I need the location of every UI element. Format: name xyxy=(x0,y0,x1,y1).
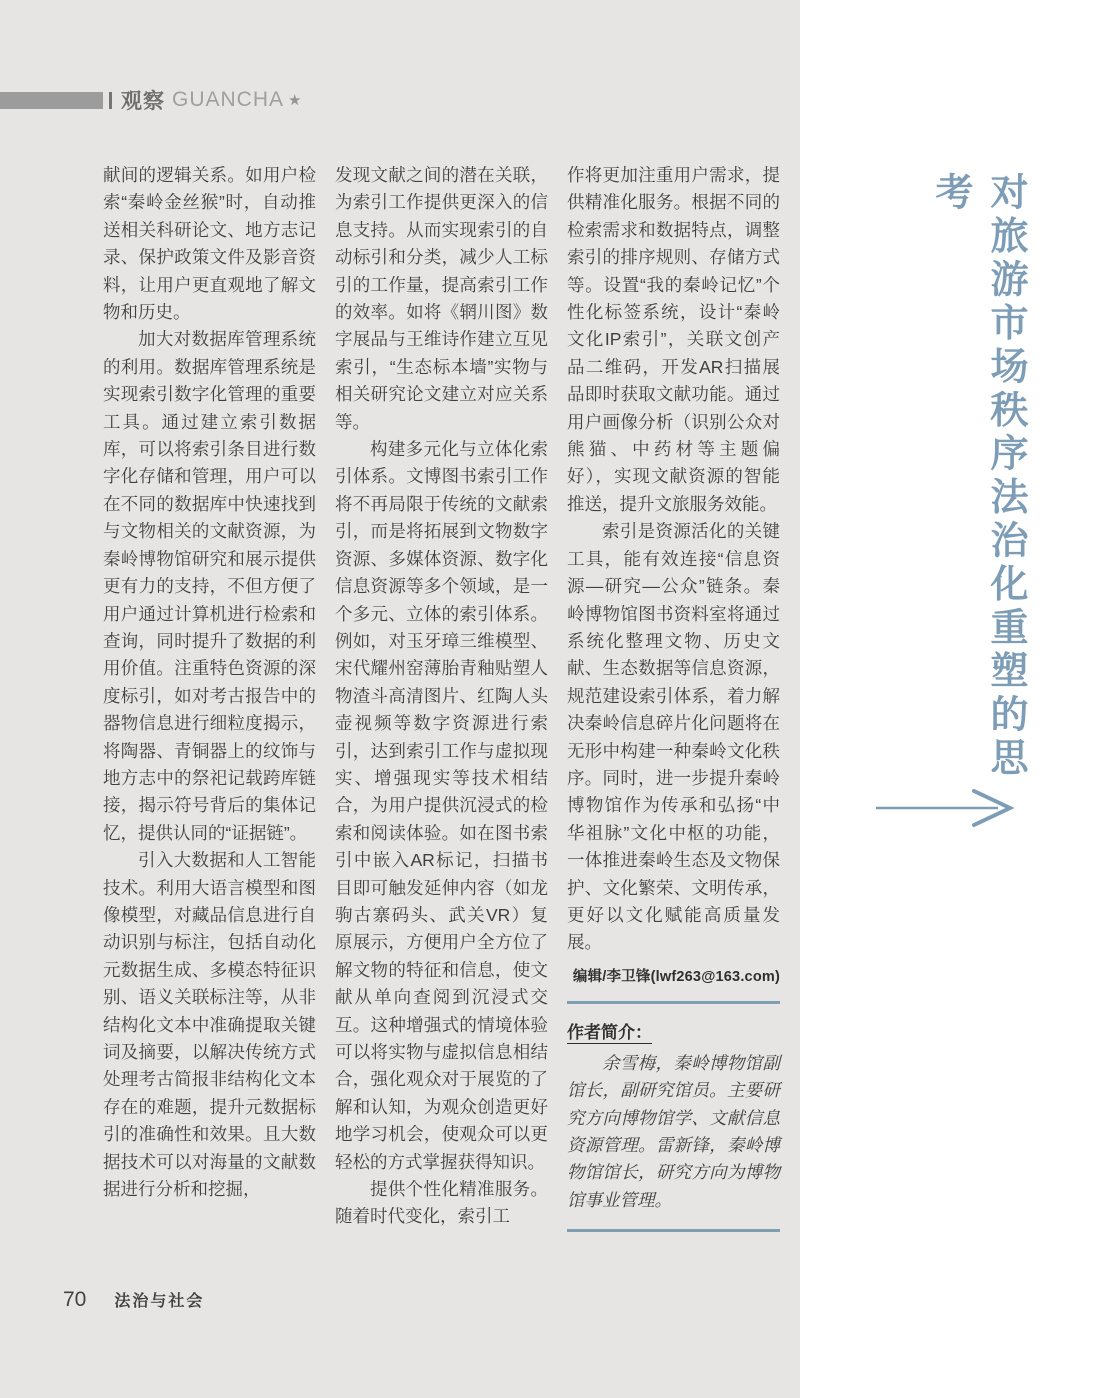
header-bar xyxy=(0,92,103,109)
article-columns xyxy=(103,162,781,1232)
paragraph: 作将更加注重用户需求，提供精准化服务。根据不同的检索需求和数据特点，调整索引的排序规则、存储方式等。设置“我的秦岭记忆”个性化标签系统，设计“秦岭文化IP索引”，关联文创产品二维码，开发AR扫描展品即时获取文献功能。通过用户画像分析（识别公众对熊猫、中药材等主题偏好），实现文献资源的智能推送，提升文旅服务效能。 xyxy=(567,165,780,514)
paragraph: 构建多元化与立体化索引体系。文博图书索引工作将不再局限于传统的文献索引，而是将拓展到文物数字资源、多媒体资源、数字化信息资源等多个领域，是一个多元、立体的索引体系。例如，对玉牙璋三维模型、宋代耀州窑薄胎青釉贴塑人物渣斗高清图片、红陶人头壶视频等数字资源进行索引，达到索引工作与虚拟现实、增强现实等技术相结合，为用户提供沉浸式的检索和阅读体验。如在图书索引中嵌入AR标记，扫描书目即可触发延伸内容（如龙驹古寨码头、武关VR）复原展示，方便用户全方位了解文物的特征和信息，使文献从单向查阅到沉浸式交互。这种增强式的情境体验可以将实物与虚拟信息相结合，强化观众对于展览的了解和认知，为观众创造更好地学习机会，使观众可以更轻松的方式掌握获得知识。 xyxy=(335,439,548,1172)
paragraph: 提供个性化精准服务。随着时代变化，索引工 xyxy=(335,1179,548,1227)
editor-credit: 编辑/李卫锋(lwf263@163.com) xyxy=(572,968,780,985)
column-3 xyxy=(567,162,780,1232)
header-tick xyxy=(109,92,112,109)
section-title-cn: 观察 xyxy=(121,90,165,113)
paragraph: 加大对数据库管理系统的利用。数据库管理系统是实现索引数字化管理的重要工具。通过建立索引数据库，可以将索引条目进行数字化存储和管理，用户可以在不同的数据库中快速找到与文物相关的文献资源，为秦岭博物馆研究和展示提供更有力的支持，不但方便了用户通过计算机进行检索和查询，同时提升了数据的利用价值。注重特色资源的深度标引，如对考古报告中的器物信息进行细粒度揭示，将陶器、青铜器上的纹饰与地方志中的祭祀记载跨库链接，揭示符号背后的集体记忆，提供认同的“证据链”。 xyxy=(103,329,316,843)
paragraph: 献间的逻辑关系。如用户检索“秦岭金丝猴”时，自动推送相关科研论文、地方志记录、保护政策文件及影音资料，让用户更直观地了解文物和历史。 xyxy=(103,165,316,323)
author-bio-heading: 作者简介： xyxy=(567,1022,652,1042)
arrow-right-icon xyxy=(876,786,1016,830)
author-bio-box xyxy=(567,1001,780,1232)
author-bio-text: 余雪梅，秦岭博物馆副馆长，副研究馆员。主要研究方向博物馆学、文献信息资源管理。雷新锋，秦岭博物馆馆长，研究方向为博物馆事业管理。 xyxy=(567,1053,780,1211)
page-number: 70 xyxy=(63,1288,87,1311)
star-icon: ★ xyxy=(288,92,302,109)
next-article-vertical-title: 对旅游市场秩序法治化重塑的思考 xyxy=(929,172,1026,781)
section-title-en: GUANCHA xyxy=(172,88,285,111)
column-2 xyxy=(335,162,548,1232)
paragraph: 引入大数据和人工智能技术。利用大语言模型和图像模型，对藏品信息进行自动识别与标注，包括自动化元数据生成、多模态特征识别、语义关联标注等，从非结构化文本中准确提取关键词及摘要，以解决传统方式处理考古简报非结构化文本存在的难题，提升元数据标引的准确性和效果。且大数据技术可以对海量的文献数据进行分析和挖掘， xyxy=(103,850,316,1200)
paragraph: 索引是资源活化的关键工具，能有效连接“信息资源—研究—公众”链条。秦岭博物馆图书资料室将通过系统化整理文物、历史文献、生态数据等信息资源，规范建设索引体系，着力解决秦岭信息碎片化问题将在无形中构建一种秦岭文化秩序。同时，进一步提升秦岭博物馆作为传承和弘扬“中华祖脉”文化中枢的功能，一体推进秦岭生态及文物保护、文化繁荣、文明传承，更好以文化赋能高质量发展。 xyxy=(567,521,780,953)
paragraph: 发现文献之间的潜在关联，为索引工作提供更深入的信息支持。从而实现索引的自动标引和分类，减少人工标引的工作量，提高索引工作的效率。如将《辋川图》数字展品与王维诗作建立互见索引，“生态标本墙”实物与相关研究论文建立对应关系等。 xyxy=(335,165,548,432)
page-footer xyxy=(63,1288,204,1312)
column-1 xyxy=(103,162,316,1232)
journal-name: 法治与社会 xyxy=(114,1293,205,1310)
section-header xyxy=(0,88,302,113)
